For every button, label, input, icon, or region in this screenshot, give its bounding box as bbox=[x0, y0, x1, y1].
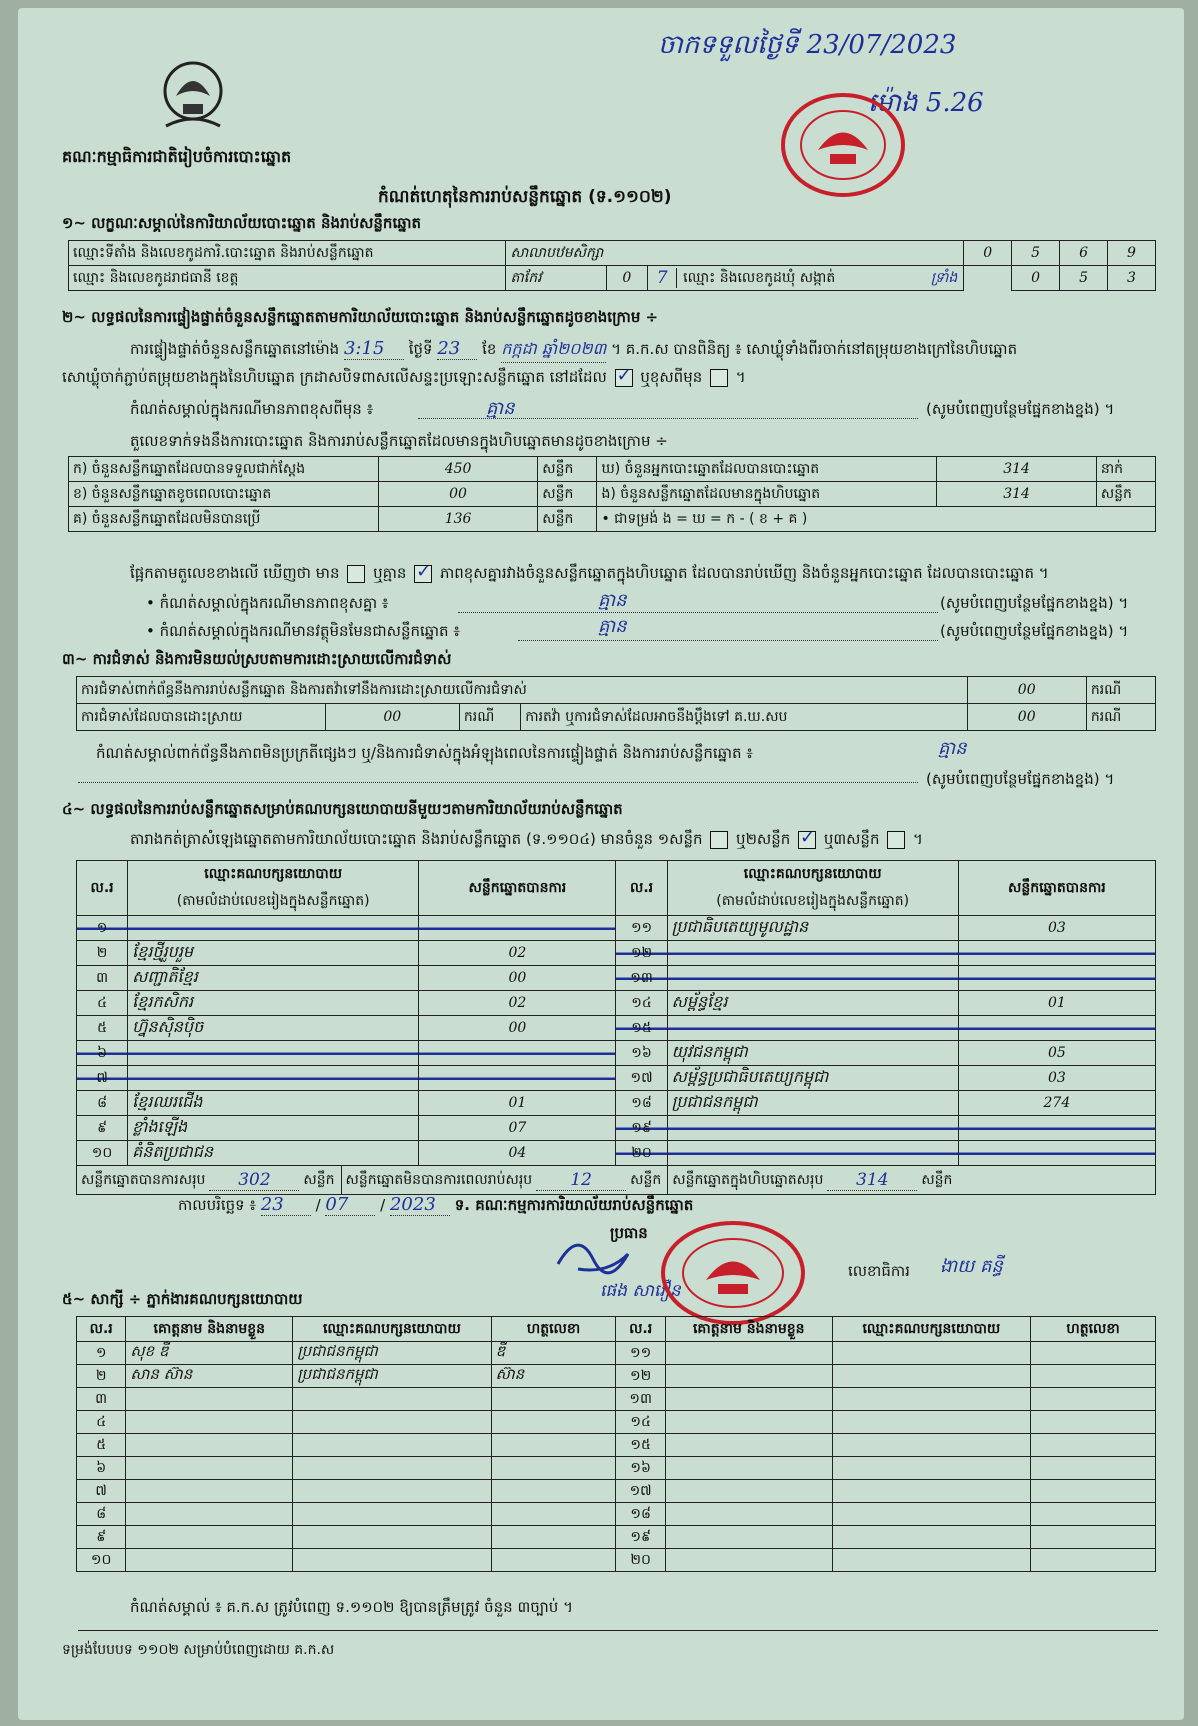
party-name: គំនិតប្រជាជន bbox=[128, 1141, 419, 1166]
objections-label: ការជំទាស់ពាក់ព័ន្ធនឹងការរាប់សន្លឹកឆ្នោត និងការតវ៉ាទៅនឹងការដោះស្រាយលើការជំទាស់ bbox=[77, 677, 968, 704]
total-valid-label: សន្លឹកឆ្នោតបានការសរុប bbox=[81, 1171, 206, 1188]
witness-party bbox=[293, 1503, 491, 1526]
party-name: ប្រជាជនកម្ពុជា bbox=[667, 1091, 958, 1116]
commune-label: ឈ្មោះ និងលេខកូដឃុំ សង្កាត់ bbox=[683, 269, 836, 286]
remark2-value: គ្មាន bbox=[598, 590, 627, 611]
witness-table bbox=[76, 1316, 1156, 1572]
row-number: ១៨ bbox=[616, 1503, 665, 1526]
row-number: ៣ bbox=[77, 966, 128, 991]
party-votes: 274 bbox=[958, 1091, 1155, 1116]
secretary-label: លេខាធិការ bbox=[848, 1262, 910, 1280]
table-row bbox=[77, 1041, 1156, 1066]
verification-line1: ការផ្ទៀងផ្ទាត់ចំនួនសន្លឹកឆ្នោតនៅម៉ោង 3:15 ថ្ងៃទី 23 ខែ កក្កដា ឆ្នាំ២០២៣ ។ គ.ក.ស បានពិនិត្យ ៖ សោឃ្លុំទាំងពីរចាក់នៅតម្រុយខាងក្រៅនៃហិបឆ្នោត bbox=[130, 338, 1017, 363]
col-party: ឈ្មោះគណបក្សនយោបាយ bbox=[832, 1317, 1030, 1342]
party-votes: 04 bbox=[419, 1141, 616, 1166]
col-no: ល.រ bbox=[77, 1317, 126, 1342]
witness-party bbox=[293, 1549, 491, 1572]
witness-signature bbox=[491, 1457, 616, 1480]
fill-note-3: (សូមបំពេញបន្ថែមផ្នែកខាងខ្នង) ។ bbox=[940, 622, 1129, 640]
remark3-line bbox=[518, 622, 938, 641]
col-party: ឈ្មោះគណបក្សនយោបាយ bbox=[293, 1317, 491, 1342]
ballots-in-box-value: 314 bbox=[937, 482, 1096, 507]
three-sheet-checkbox[interactable] bbox=[887, 831, 905, 849]
no-difference-checkbox[interactable] bbox=[414, 565, 432, 583]
party-name bbox=[667, 966, 958, 991]
row-number: ១៣ bbox=[616, 1388, 665, 1411]
row-number: ១៣ bbox=[616, 966, 667, 991]
date-month: 07 bbox=[325, 1194, 375, 1216]
witness-name: សាន ស៊ាន bbox=[126, 1365, 293, 1388]
resolved-label: ការជំទាស់ដែលបានដោះស្រាយ bbox=[77, 704, 326, 731]
table-row bbox=[77, 1116, 1156, 1141]
party-votes bbox=[958, 966, 1155, 991]
col-no: ល.រ bbox=[616, 1317, 665, 1342]
party-name bbox=[128, 1041, 419, 1066]
col-votes: សន្លឹកឆ្នោតបានការ bbox=[958, 861, 1155, 916]
col-sign: ហត្ថលេខា bbox=[1031, 1317, 1156, 1342]
witness-name bbox=[665, 1457, 832, 1480]
remark3-value: គ្មាន bbox=[598, 616, 627, 637]
unused-ballots-label: គ) ចំនួនសន្លឹកឆ្នោតដែលមិនបានប្រើ bbox=[69, 507, 379, 532]
row-number: ២០ bbox=[616, 1141, 667, 1166]
col-votes: សន្លឹកឆ្នោតបានការ bbox=[419, 861, 616, 916]
total-invalid-value: 12 bbox=[536, 1170, 626, 1191]
witness-signature bbox=[491, 1434, 616, 1457]
witness-signature bbox=[1031, 1526, 1156, 1549]
party-name: ខ្មែរឈរជើង bbox=[128, 1091, 419, 1116]
section1-title: ១~ លក្ខណៈសម្គាល់នៃការិយាល័យបោះឆ្នោត និងរាប់សន្លឹកឆ្នោត bbox=[62, 214, 422, 232]
table-row bbox=[77, 1365, 1156, 1388]
party-name bbox=[667, 1116, 958, 1141]
row-number: ៥ bbox=[77, 1016, 128, 1041]
party-votes bbox=[958, 1141, 1155, 1166]
row-number: ១៦ bbox=[616, 1457, 665, 1480]
president-signature-icon bbox=[538, 1224, 658, 1284]
table-row bbox=[77, 1016, 1156, 1041]
objections-value: 00 bbox=[967, 677, 1086, 704]
witness-signature: ស៊ាន bbox=[491, 1365, 616, 1388]
section2-title: ២~ លទ្ធផលនៃការផ្ទៀងផ្ទាត់ចំនួនសន្លឹកឆ្នោតតាមការិយាល័យបោះឆ្នោត និងរាប់សន្លឹកឆ្នោតដូចខាងក្រោម ÷ bbox=[62, 308, 659, 326]
row-number: ៤ bbox=[77, 1411, 126, 1434]
commune-code-3: 3 bbox=[1108, 266, 1156, 291]
col-name: គោត្តនាម និងនាមខ្លួន bbox=[665, 1317, 832, 1342]
witness-name bbox=[126, 1526, 293, 1549]
spoiled-ballots-label: ខ) ចំនួនសន្លឹកឆ្នោតខូចពេលបោះឆ្នោត bbox=[69, 482, 379, 507]
row-number: ៨ bbox=[77, 1091, 128, 1116]
row-number: ១៦ bbox=[616, 1041, 667, 1066]
unit: សន្លឹក bbox=[1096, 482, 1155, 507]
verification-time: 3:15 bbox=[344, 338, 404, 360]
received-ballots-label: ក) ចំនួនសន្លឹកឆ្នោតដែលបានទទួលជាក់ស្តែង bbox=[69, 457, 379, 482]
witness-signature bbox=[491, 1480, 616, 1503]
col-party-sub: (តាមលំដាប់លេខរៀងក្នុងសន្លឹកឆ្នោត) bbox=[667, 888, 958, 916]
date-day: 23 bbox=[261, 1194, 311, 1216]
appeal-label: ការតវ៉ា ឬការជំទាស់ដែលអាចនឹងប្តឹងទៅ គ.ឃ.សប bbox=[521, 704, 967, 731]
party-name: សម្ព័ន្ធខ្មែរ bbox=[667, 991, 958, 1016]
witness-party bbox=[832, 1457, 1030, 1480]
irregularity-remark-line bbox=[78, 768, 918, 783]
party-name bbox=[667, 941, 958, 966]
location-label: ឈ្មោះទីតាំង និងលេខកូដការិ.បោះឆ្នោត និងរាប់សន្លឹកឆ្នោត bbox=[69, 241, 506, 266]
org-name: គណៈកម្មាធិការជាតិរៀបចំការបោះឆ្នោត bbox=[62, 147, 292, 166]
location-value: សាលាបឋមសិក្សា bbox=[506, 241, 964, 266]
witness-party: ប្រជាជនកម្ពុជា bbox=[293, 1365, 491, 1388]
witness-name bbox=[665, 1549, 832, 1572]
witness-name bbox=[665, 1365, 832, 1388]
table-row bbox=[77, 1434, 1156, 1457]
witness-signature bbox=[491, 1388, 616, 1411]
witness-signature bbox=[1031, 1388, 1156, 1411]
irregularity-remark-label: កំណត់សម្គាល់ពាក់ព័ន្ធនឹងភាពមិនប្រក្រតីផ្សេងៗ ឬ/និងការជំទាស់ក្នុងអំឡុងពេលនៃការផ្ទៀងផ្ទាត់ និងការរាប់សន្លឹកឆ្នោត ៖ bbox=[96, 744, 753, 762]
verification-day: 23 bbox=[437, 338, 477, 360]
table-row bbox=[77, 1388, 1156, 1411]
col-sign: ហត្ថលេខា bbox=[491, 1317, 616, 1342]
witness-party bbox=[293, 1480, 491, 1503]
table-row bbox=[77, 1091, 1156, 1116]
party-votes bbox=[419, 916, 616, 941]
row-number: ១៤ bbox=[616, 1411, 665, 1434]
row-number: ៧ bbox=[77, 1480, 126, 1503]
official-stamp-bottom-icon bbox=[658, 1218, 808, 1328]
date-line: កាលបរិច្ឆេទ ៖ 23 / 07 / 2023 ទ. គណៈកម្មការការិយាល័យរាប់សន្លឹកឆ្នោត bbox=[178, 1194, 694, 1215]
witness-name: សុខ ឌី bbox=[126, 1342, 293, 1365]
col-no: ល.រ bbox=[616, 861, 667, 916]
commune-code-2: 5 bbox=[1060, 266, 1108, 291]
witness-name bbox=[126, 1480, 293, 1503]
unit: សន្លឹក bbox=[299, 1166, 341, 1194]
province-code-1: 0 bbox=[606, 266, 648, 291]
objections-table bbox=[76, 676, 1156, 731]
row-number: ១១ bbox=[616, 916, 667, 941]
total-box-label: សន្លឹកឆ្នោតក្នុងហិបឆ្នោតសរុប bbox=[672, 1171, 824, 1188]
unit: សន្លឹក bbox=[538, 457, 597, 482]
unit: នាក់ bbox=[1096, 457, 1155, 482]
witness-signature bbox=[1031, 1365, 1156, 1388]
table-row bbox=[77, 1503, 1156, 1526]
table-row bbox=[77, 1457, 1156, 1480]
president-name: ផេង សារឿន bbox=[600, 1281, 681, 1301]
party-name: ហ្វ៊ុនស៊ិនប៉ិច bbox=[128, 1016, 419, 1041]
voters-label: ឃ) ចំនួនអ្នកបោះឆ្នោតដែលបានបោះឆ្នោត bbox=[597, 457, 937, 482]
row-number: ៥ bbox=[77, 1434, 126, 1457]
fill-note-4: (សូមបំពេញបន្ថែមផ្នែកខាងខ្នង) ។ bbox=[926, 770, 1115, 788]
unused-ballots-value: 136 bbox=[378, 507, 537, 532]
unit: ករណី bbox=[1086, 677, 1155, 704]
row-number: ១២ bbox=[616, 1365, 665, 1388]
party-votes: 03 bbox=[958, 916, 1155, 941]
witness-party bbox=[832, 1526, 1030, 1549]
witness-party bbox=[293, 1434, 491, 1457]
difference-remark-label: កំណត់សម្គាល់ក្នុងករណីមានភាពខុសពីមុន ៖ bbox=[130, 400, 374, 418]
unit: សន្លឹក bbox=[921, 1171, 953, 1188]
party-votes bbox=[958, 1016, 1155, 1041]
witness-name bbox=[665, 1434, 832, 1457]
col-party-sub: (តាមលំដាប់លេខរៀងក្នុងសន្លឹកឆ្នោត) bbox=[128, 888, 419, 916]
different-checkbox[interactable] bbox=[710, 369, 728, 387]
unit: សន្លឹក bbox=[626, 1166, 668, 1194]
witness-party bbox=[832, 1549, 1030, 1572]
section1-table bbox=[68, 240, 1156, 291]
row-number: ១៧ bbox=[616, 1066, 667, 1091]
witness-signature bbox=[1031, 1503, 1156, 1526]
witness-name bbox=[665, 1526, 832, 1549]
row-number: ១០ bbox=[77, 1549, 126, 1572]
location-code-1: 0 bbox=[964, 241, 1012, 266]
province-label: ឈ្មោះ និងលេខកូដរាជធានី ខេត្ត bbox=[69, 266, 506, 291]
province-code-2: 7 bbox=[648, 268, 677, 288]
table-row bbox=[77, 1526, 1156, 1549]
voters-value: 314 bbox=[937, 457, 1096, 482]
location-code-3: 6 bbox=[1060, 241, 1108, 266]
ballots-in-box-label: ង) ចំនួនសន្លឹកឆ្នោតដែលមានក្នុងហិបឆ្នោត bbox=[597, 482, 937, 507]
form-title: កំណត់ហេតុនៃការរាប់សន្លឹកឆ្នោត (ទ.១១០២) bbox=[378, 187, 672, 207]
witness-signature bbox=[1031, 1434, 1156, 1457]
party-votes: 05 bbox=[958, 1041, 1155, 1066]
party-votes bbox=[419, 1041, 616, 1066]
document-page bbox=[18, 8, 1184, 1720]
party-votes: 02 bbox=[419, 991, 616, 1016]
party-votes: 02 bbox=[419, 941, 616, 966]
received-date-handwritten: ចាកទទួលថ្ងៃទី 23/07/2023 bbox=[658, 30, 957, 60]
secretary-value: ងាយ គន្ធី bbox=[940, 1256, 1003, 1277]
location-code-2: 5 bbox=[1012, 241, 1060, 266]
witness-signature bbox=[1031, 1411, 1156, 1434]
witness-party bbox=[832, 1411, 1030, 1434]
commune-value: ទ្រាំង bbox=[930, 269, 958, 286]
row-number: ២ bbox=[77, 1365, 126, 1388]
col-party: ឈ្មោះគណបក្សនយោបាយ bbox=[128, 861, 419, 889]
witness-name bbox=[665, 1411, 832, 1434]
resolved-value: 00 bbox=[325, 704, 459, 731]
witness-name bbox=[126, 1549, 293, 1572]
row-number: ៩ bbox=[77, 1526, 126, 1549]
president-label: ប្រធាន bbox=[610, 1224, 648, 1242]
unit: ករណី bbox=[459, 704, 520, 731]
witness-signature bbox=[1031, 1480, 1156, 1503]
tally-sheet-line: តារាងកត់ត្រាសំឡេងឆ្នោតតាមការិយាល័យបោះឆ្នោត និងរាប់សន្លឹកឆ្នោត (ទ.១១០៤) មានចំនួន ១សន្លឹក ឬ២សន្លឹក ✓ ឬ៣សន្លឹក ។ bbox=[130, 830, 923, 852]
witness-signature bbox=[1031, 1342, 1156, 1365]
witness-party bbox=[293, 1411, 491, 1434]
unit: សន្លឹក bbox=[538, 507, 597, 532]
compare-line: ផ្អែកតាមតួលេខខាងលើ ឃើញថា មាន ឬគ្មាន ✓ ភាពខុសគ្នារវាងចំនួនសន្លឹកឆ្នោតក្នុងហិបឆ្នោត ដែលបានរាប់ឃើញ និងចំនួនអ្នកបោះឆ្នោត ដែលបានបោះឆ្នោត ។ bbox=[130, 564, 1049, 586]
table-row bbox=[77, 1411, 1156, 1434]
figures-table bbox=[68, 456, 1156, 532]
row-number: ១ bbox=[77, 916, 128, 941]
remark2-line bbox=[458, 594, 938, 613]
received-ballots-value: 450 bbox=[378, 457, 537, 482]
witness-party bbox=[832, 1434, 1030, 1457]
party-votes: 07 bbox=[419, 1116, 616, 1141]
row-number: ១២ bbox=[616, 941, 667, 966]
witness-party bbox=[293, 1526, 491, 1549]
party-name bbox=[667, 1016, 958, 1041]
bottom-note: ទម្រង់បែបបទ ១១០២ សម្រាប់បំពេញដោយ គ.ក.ស bbox=[62, 1642, 335, 1658]
witness-name bbox=[665, 1480, 832, 1503]
party-name: ខ្លាំងឡើង bbox=[128, 1116, 419, 1141]
province-value: តាកែវ bbox=[506, 266, 606, 291]
row-number: ៨ bbox=[77, 1503, 126, 1526]
date-year: 2023 bbox=[390, 1194, 450, 1216]
col-no: ល.រ bbox=[77, 861, 128, 916]
table-row bbox=[77, 1066, 1156, 1091]
one-sheet-checkbox[interactable] bbox=[710, 831, 728, 849]
commune-code-1: 0 bbox=[1012, 266, 1060, 291]
table-row bbox=[77, 1342, 1156, 1365]
party-name: សម្ព័ន្ធប្រជាធិបតេយ្យកម្ពុជា bbox=[667, 1066, 958, 1091]
witness-signature bbox=[1031, 1457, 1156, 1480]
party-votes: 00 bbox=[419, 1016, 616, 1041]
witness-party bbox=[293, 1457, 491, 1480]
witness-name bbox=[126, 1503, 293, 1526]
party-name: ខ្មែរថ្មីរួបរួម bbox=[128, 941, 419, 966]
two-sheet-checkbox[interactable] bbox=[798, 831, 816, 849]
row-number: ១៧ bbox=[616, 1480, 665, 1503]
witness-signature bbox=[491, 1549, 616, 1572]
witness-party bbox=[832, 1503, 1030, 1526]
party-name: សញ្ជាតិខ្មែរ bbox=[128, 966, 419, 991]
row-number: ១១ bbox=[616, 1342, 665, 1365]
location-code-4: 9 bbox=[1108, 241, 1156, 266]
row-number: ៤ bbox=[77, 991, 128, 1016]
verification-line2: សោឃ្លុំចាក់ភ្ជាប់តម្រុយខាងក្នុងនៃហិបឆ្នោត ក្រដាសបិទពាសលើសន្ទះប្រឡោះសន្លឹកឆ្នោត នៅដដែល ✓ ឬខុសពីមុន ។ bbox=[62, 368, 746, 390]
party-name: យុវជនកម្ពុជា bbox=[667, 1041, 958, 1066]
table-row bbox=[77, 941, 1156, 966]
witness-party: ប្រជាជនកម្ពុជា bbox=[293, 1342, 491, 1365]
party-name bbox=[667, 1141, 958, 1166]
party-votes: 03 bbox=[958, 1066, 1155, 1091]
received-time-handwritten: ម៉ោង 5.26 bbox=[868, 88, 984, 118]
witness-party bbox=[293, 1388, 491, 1411]
row-number: ១០ bbox=[77, 1141, 128, 1166]
nec-logo-icon bbox=[158, 56, 228, 136]
party-name bbox=[128, 1066, 419, 1091]
same-checkbox[interactable] bbox=[615, 369, 633, 387]
party-name bbox=[128, 916, 419, 941]
col-party: ឈ្មោះគណបក្សនយោបាយ bbox=[667, 861, 958, 889]
formula: • ជាទម្រង់ ង = ឃ = ក - ( ខ + គ ) bbox=[597, 507, 1156, 532]
row-number: ៦ bbox=[77, 1457, 126, 1480]
official-stamp-top-icon bbox=[778, 90, 908, 200]
witness-party bbox=[832, 1388, 1030, 1411]
witness-name bbox=[126, 1388, 293, 1411]
row-number: ១ bbox=[77, 1342, 126, 1365]
party-name: ប្រជាធិបតេយ្យមូលដ្ឋាន bbox=[667, 916, 958, 941]
row-number: ៣ bbox=[77, 1388, 126, 1411]
col-name: គោត្តនាម និងនាមខ្លួន bbox=[126, 1317, 293, 1342]
witness-signature bbox=[1031, 1549, 1156, 1572]
table-row bbox=[77, 966, 1156, 991]
row-number: ២០ bbox=[616, 1549, 665, 1572]
party-votes bbox=[958, 1116, 1155, 1141]
total-box-value: 314 bbox=[827, 1170, 917, 1191]
witness-signature: ឌី bbox=[491, 1342, 616, 1365]
table-row bbox=[77, 1549, 1156, 1572]
party-votes bbox=[419, 1066, 616, 1091]
witness-party bbox=[832, 1480, 1030, 1503]
unit: សន្លឹក bbox=[538, 482, 597, 507]
has-difference-checkbox[interactable] bbox=[347, 565, 365, 583]
witness-party bbox=[832, 1365, 1030, 1388]
row-number: ១៩ bbox=[616, 1116, 667, 1141]
witness-name bbox=[126, 1434, 293, 1457]
row-number: ៩ bbox=[77, 1116, 128, 1141]
table-row bbox=[77, 1141, 1156, 1166]
witness-name bbox=[665, 1388, 832, 1411]
results-table bbox=[76, 860, 1156, 1195]
verification-month-year: កក្កដា ឆ្នាំ២០២៣ bbox=[501, 338, 606, 363]
fill-note-1: (សូមបំពេញបន្ថែមផ្នែកខាងខ្នង) ។ bbox=[926, 400, 1115, 418]
party-name: ខ្មែរកសិករ bbox=[128, 991, 419, 1016]
total-invalid-label: សន្លឹកឆ្នោតមិនបានការពេលរាប់សរុប bbox=[345, 1171, 533, 1188]
footer-divider bbox=[78, 1630, 1158, 1631]
irregularity-remark-value: គ្មាន bbox=[938, 738, 967, 759]
table-row bbox=[77, 991, 1156, 1016]
difference-remark-value: គ្មាន bbox=[486, 398, 515, 419]
section4-title: ៤~ លទ្ធផលនៃការរាប់សន្លឹកឆ្នោតសម្រាប់គណបក្សនយោបាយនីមួយៗតាមការិយាល័យរាប់សន្លឹកឆ្នោត bbox=[62, 800, 623, 818]
witness-name bbox=[126, 1457, 293, 1480]
witness-signature bbox=[491, 1503, 616, 1526]
total-valid-value: 302 bbox=[209, 1170, 299, 1191]
remark2-label: • កំណត់សម្គាល់ក្នុងករណីមានភាពខុសគ្នា ៖ bbox=[146, 594, 389, 612]
figures-intro: តួលេខទាក់ទងនឹងការបោះឆ្នោត និងការរាប់សន្លឹកឆ្នោតដែលមានក្នុងហិបឆ្នោតមានដូចខាងក្រោម ÷ bbox=[130, 432, 668, 450]
unit: ករណី bbox=[1086, 704, 1155, 731]
witness-signature bbox=[491, 1526, 616, 1549]
remark3-label: • កំណត់សម្គាល់ក្នុងករណីមានវត្ថុមិនមែនជាសន្លឹកឆ្នោត ៖ bbox=[146, 622, 460, 640]
witness-name bbox=[126, 1411, 293, 1434]
party-votes: 01 bbox=[958, 991, 1155, 1016]
row-number: ១៥ bbox=[616, 1016, 667, 1041]
spoiled-ballots-value: 00 bbox=[378, 482, 537, 507]
party-votes bbox=[958, 941, 1155, 966]
party-votes: 01 bbox=[419, 1091, 616, 1116]
witness-name bbox=[665, 1503, 832, 1526]
section5-title: ៥~ សាក្សី ÷ ភ្នាក់ងារគណបក្សនយោបាយ bbox=[62, 1290, 303, 1308]
row-number: ៧ bbox=[77, 1066, 128, 1091]
row-number: ១៥ bbox=[616, 1434, 665, 1457]
row-number: ២ bbox=[77, 941, 128, 966]
row-number: ១៤ bbox=[616, 991, 667, 1016]
witness-party bbox=[832, 1342, 1030, 1365]
fill-note-2: (សូមបំពេញបន្ថែមផ្នែកខាងខ្នង) ។ bbox=[940, 594, 1129, 612]
table-row bbox=[77, 1480, 1156, 1503]
section3-title: ៣~ ការជំទាស់ និងការមិនយល់ស្របតាមការដោះស្រាយលើការជំទាស់ bbox=[62, 650, 452, 668]
table-row bbox=[77, 916, 1156, 941]
row-number: ១៩ bbox=[616, 1526, 665, 1549]
row-number: ១៨ bbox=[616, 1091, 667, 1116]
row-number: ៦ bbox=[77, 1041, 128, 1066]
appeal-value: 00 bbox=[967, 704, 1086, 731]
footnote: កំណត់សម្គាល់ ៖ គ.ក.ស ត្រូវបំពេញ ទ.១១០២ ឱ្យបានត្រឹមត្រូវ ចំនួន ៣ច្បាប់ ។ bbox=[130, 1598, 573, 1616]
witness-name bbox=[665, 1342, 832, 1365]
party-votes: 00 bbox=[419, 966, 616, 991]
witness-signature bbox=[491, 1411, 616, 1434]
